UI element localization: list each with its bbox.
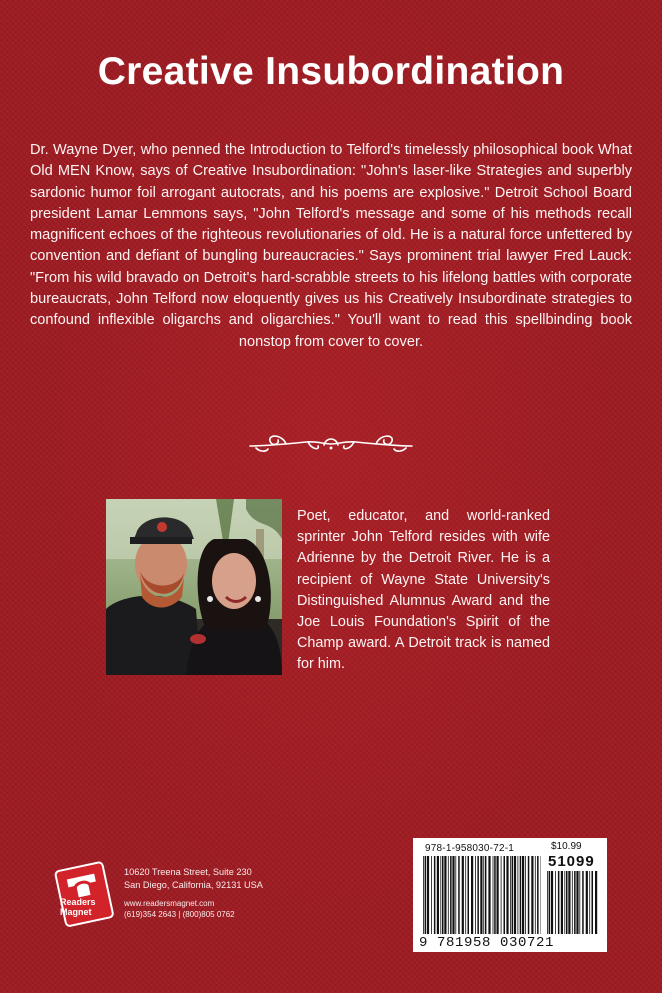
- flourish-divider-icon: [246, 428, 416, 460]
- book-blurb: Dr. Wayne Dyer, who penned the Introduction to Telford's timelessly philosophical book What Old MEN Know, says of Creative Insubordination: "John's laser-like Strategies and superbly sardonic humor foil arrogant autocrats, and his poems are explosive." Detroit School Board president Lamar Lemmons says, "John Telford's message and some of his methods recall magnificent echoes of the righteous revolutionaries of old. He is a natural force unfettered by convention and defiant of bungling bureaucracies." Says prominent trial lawyer Fred Lauck: "From his wild bravado on Detroit's hard-scrabble streets to his lifelong battles with corporate bureaucrats, John Telford now eloquently gives us his Creatively Insubordinate strategies to confound inflexible oligarchs and oligarchies." You'll want to read this spellbinding book nonstop from cover to cover.: [30, 142, 632, 350]
- price-code: 51099: [548, 853, 595, 870]
- author-photo: [106, 499, 282, 675]
- book-title: Creative Insubordination: [97, 50, 565, 93]
- readers-magnet-logo-icon: [54, 858, 116, 928]
- author-bio: Poet, educator, and world-ranked sprinter John Telford resides with wife Adrienne by the Detroit River. He is a recipient of Wayne State University's Distinguished Alumnus Award and the Joe Louis Foundation's Spirit of the Champ award. A Detroit track is named for him.: [297, 508, 550, 673]
- address-line2: San Diego, California, 92131 USA: [124, 880, 263, 890]
- barcode: [413, 838, 607, 952]
- publisher-logo-text: [60, 897, 114, 917]
- price-barcode-bars: [547, 871, 599, 934]
- address-line1: 10620 Treena Street, Suite 230: [124, 867, 252, 877]
- isbn-barcode-bars: [423, 856, 541, 934]
- publisher-address: [124, 866, 263, 920]
- publisher-website: www.readersmagnet.com: [124, 899, 215, 908]
- isbn-digits: 9 781958 030721: [419, 935, 555, 951]
- publisher-phones: (619)354 2643 | (800)805 0762: [124, 910, 235, 919]
- isbn-text: 978-1-958030-72-1: [425, 843, 515, 854]
- price: $10.99: [551, 841, 582, 852]
- logo-text-line2: Magnet: [60, 907, 92, 917]
- logo-text-line1: Readers: [60, 897, 96, 907]
